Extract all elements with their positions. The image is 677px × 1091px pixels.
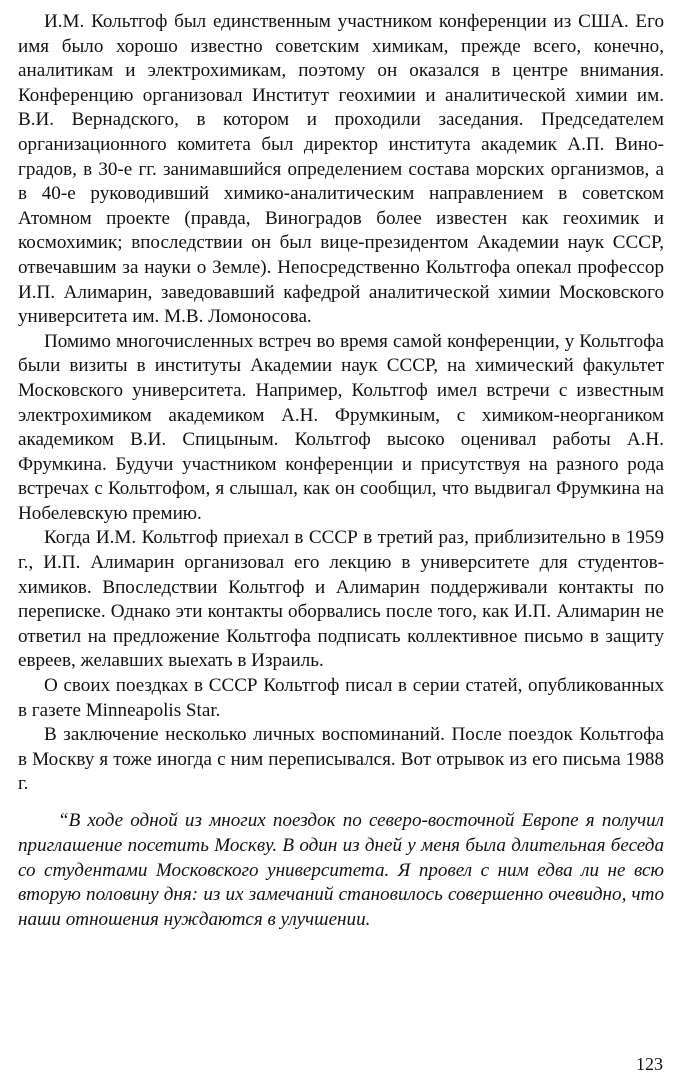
letter-quote: “В ходе одной из многих поездок по северо-восточной Европе я получил приглашение посетить Москву. В один из дней у меня была длительная беседа со студентами Московского университета. Я провел с ним едва ли не всю вторую половину дня: из их замечаний становилось совершенно очевидно, что наши отношения нуждаются в улучшении. xyxy=(18,810,664,931)
page-body xyxy=(18,10,664,933)
paragraph-1: И.М. Кольтгоф был единственным участником конференции из США. Его имя было хорошо известно советским химикам, прежде всего, конечно, аналитикам и электрохимикам, поэтому он оказался в центре внимания. Конференцию организовал Институт геохимии и аналитической химии им. В.И. Вернадского, в котором и проходили заседания. Председателем организационного комитета был директор института академик А.П. Виноградов, в 30-е гг. занимавшийся определением состава морских организмов, а в 40-е руководивший химико-аналитическим направлением в советском Атомном проекте (правда, Виноградов более известен как геохимик и космохимик; впоследствии он был вице-президентом Академии наук СССР, отвечавшим за науки о Земле). Непосредственно Кольтгофа опекал профессор И.П. Алимарин, заведовавший кафедрой аналитической химии Московского университета им. М.В. Ломоносова. xyxy=(18,11,664,328)
paragraph-3: Когда И.М. Кольтгоф приехал в СССР в третий раз, приблизительно в 1959 г., И.П. Алимарин организовал его лекцию в университете для студентов-химиков. Впоследствии Кольтгоф и Алимарин поддерживали контакты по переписке. Однако эти контакты оборвались после того, как И.П. Алимарин не ответил на предложение Кольтгофа подписать коллективное письмо в защиту евреев, желавших выехать в Израиль. xyxy=(18,527,664,672)
paragraph-4: О своих поездках в СССР Кольтгоф писал в серии статей, опубликованных в газете Minneapolis Star. xyxy=(18,675,664,721)
paragraph-2: Помимо многочисленных встреч во время самой конференции, у Кольтгофа были визиты в институты Академии наук СССР, на химический факультет Московского университета. Например, Кольтгоф имел встречи с известным электрохимиком академиком А.Н. Фрумкиным, с химиком-неоргаником академиком В.И. Спицыным. Кольтгоф высоко оценивал работы А.Н. Фрумкина. Будучи участником конференции и присутствуя на разного рода встречах с Кольтгофом, я слышал, как он сообщил, что выдвигал Фрумкина на Нобелевскую премию. xyxy=(18,330,664,524)
page-number: 123 xyxy=(636,1054,663,1074)
paragraph-5: В заключение несколько личных воспоминаний. После поездок Кольтгофа в Москву я тоже иногда с ним переписывался. Вот отрывок из его письма 1988 г. xyxy=(18,724,664,795)
